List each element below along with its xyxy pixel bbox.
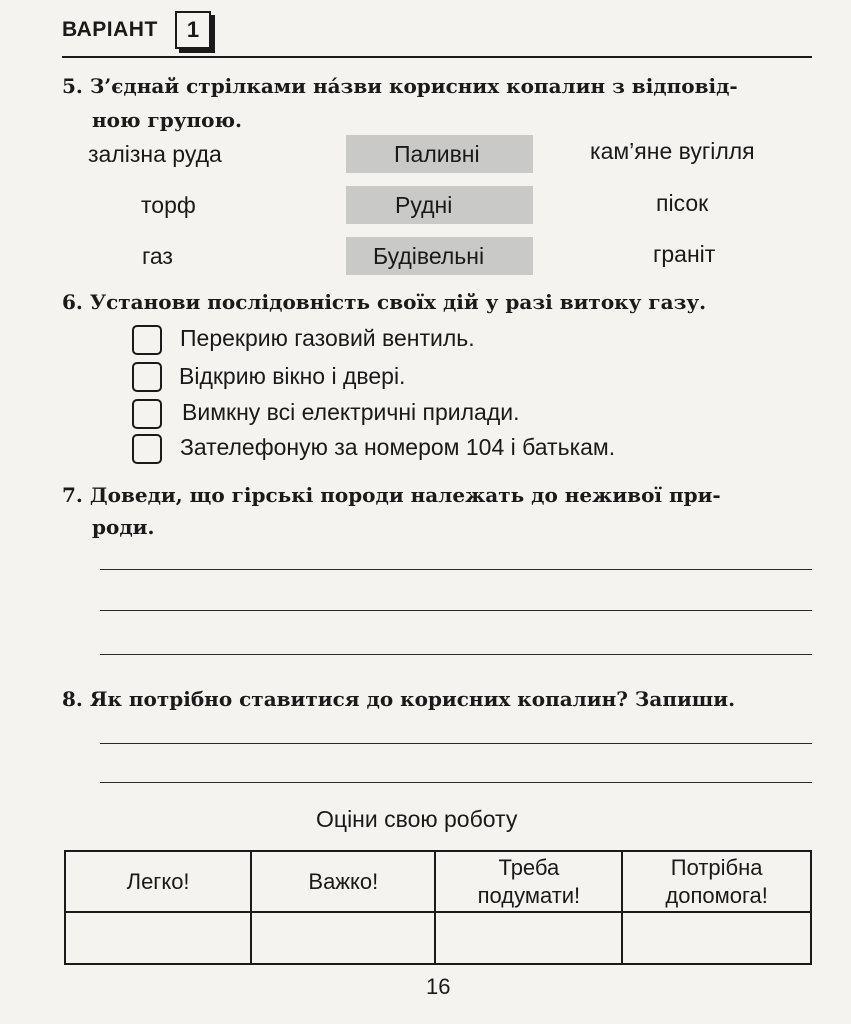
- rating-cell[interactable]: [65, 912, 251, 964]
- order-checkbox[interactable]: [132, 362, 162, 392]
- answer-line[interactable]: [100, 610, 812, 611]
- answer-line[interactable]: [100, 569, 812, 570]
- answer-line[interactable]: [100, 654, 812, 655]
- action-item: Відкрию вікно і двері.: [179, 363, 406, 389]
- mineral-group[interactable]: Рудні: [395, 192, 453, 218]
- answer-line[interactable]: [100, 782, 812, 783]
- mineral-item[interactable]: граніт: [653, 241, 716, 267]
- rating-help: Потрібна допомога!: [622, 851, 811, 912]
- mineral-item[interactable]: пісок: [656, 190, 709, 216]
- mineral-group[interactable]: Паливні: [394, 141, 480, 167]
- action-item: Зателефоную за номером 104 і батькам.: [180, 434, 616, 460]
- rating-hard: Важко!: [251, 851, 435, 912]
- mineral-item[interactable]: залізна руда: [88, 141, 222, 167]
- rating-think: Треба подумати!: [435, 851, 622, 912]
- task8-title: 8. Як потрібно ставитися до корисних копалин? Запиши.: [62, 687, 736, 711]
- page-number: 16: [426, 974, 451, 999]
- action-item: Перекрию газовий вентиль.: [180, 325, 475, 351]
- mineral-item[interactable]: газ: [142, 243, 173, 269]
- order-checkbox[interactable]: [132, 325, 162, 355]
- mineral-group[interactable]: Будівельні: [373, 243, 485, 269]
- rating-cell[interactable]: [622, 912, 811, 964]
- variant-header: [62, 8, 812, 58]
- task5-title-line2: ною групою.: [92, 108, 242, 132]
- self-assessment-title: Оціни свою роботу: [316, 806, 518, 832]
- task7-title-line1: 7. Доведи, що гірські породи належать до неживої при-: [62, 483, 721, 507]
- rating-cell[interactable]: [435, 912, 622, 964]
- self-assessment-table: [64, 850, 812, 965]
- order-checkbox[interactable]: [132, 434, 162, 464]
- task6-title: 6. Установи послідовність своїх дій у разі витоку газу.: [62, 290, 707, 314]
- variant-label: ВАРІАНТ: [62, 18, 158, 41]
- mineral-item[interactable]: торф: [141, 192, 196, 218]
- rating-easy: Легко!: [65, 851, 251, 912]
- answer-line[interactable]: [100, 743, 812, 744]
- task7-title-line2: роди.: [92, 515, 155, 539]
- mineral-item[interactable]: кам’яне вугілля: [590, 138, 755, 164]
- task5-title-line1: 5. З’єднай стрілками на́зви корисних копалин з відповід-: [62, 74, 738, 98]
- order-checkbox[interactable]: [132, 399, 162, 429]
- rating-cell[interactable]: [251, 912, 435, 964]
- variant-number: 1: [175, 11, 211, 49]
- action-item: Вимкну всі електричні прилади.: [182, 399, 520, 425]
